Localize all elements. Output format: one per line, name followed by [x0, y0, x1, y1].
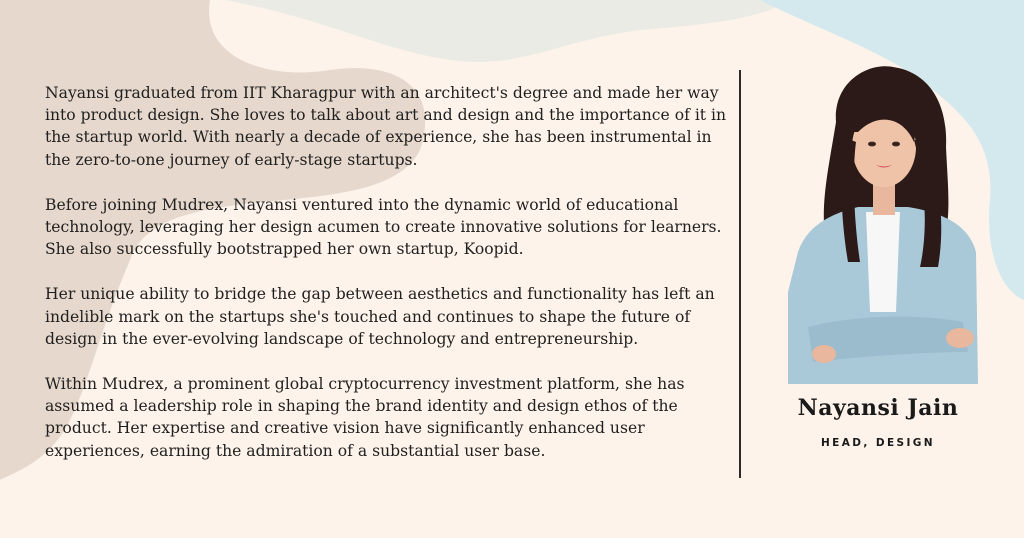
bio-text: [45, 82, 735, 485]
profile-role: HEAD, DESIGN: [820, 437, 935, 449]
bio-paragraph-2: Before joining Mudrex, Nayansi ventured into the dynamic world of educational technology, leveraging her design acumen to create innovative solutions for learners. She also successfully bootstrapped her own startup, Koopid.: [45, 195, 722, 259]
bio-paragraph-1: Nayansi graduated from IIT Kharagpur with an architect's degree and made her way into product design. She loves to talk about art and design and the importance of it in the startup world. With nearly a decade of experience, she has been instrumental in the zero-to-one journey of early-stage startups.: [45, 84, 727, 169]
bio-paragraph-4: Within Mudrex, a prominent global cryptocurrency investment platform, she has assumed a leadership role in shaping the brand identity and design ethos of the product. Her expertise and creative vision have significantly enhanced user experiences, earning the admiration of a substantial user base.: [45, 375, 685, 460]
bio-paragraph-3: Her unique ability to bridge the gap between aesthetics and functionality has left an indelible mark on the startups she's touched and continues to shape the future of design in the ever-evolving landscape of technology and entrepreneurship.: [45, 285, 715, 348]
vertical-divider: [739, 70, 741, 478]
profile-photo: [788, 62, 978, 384]
profile-name: Nayansi Jain: [797, 395, 959, 421]
